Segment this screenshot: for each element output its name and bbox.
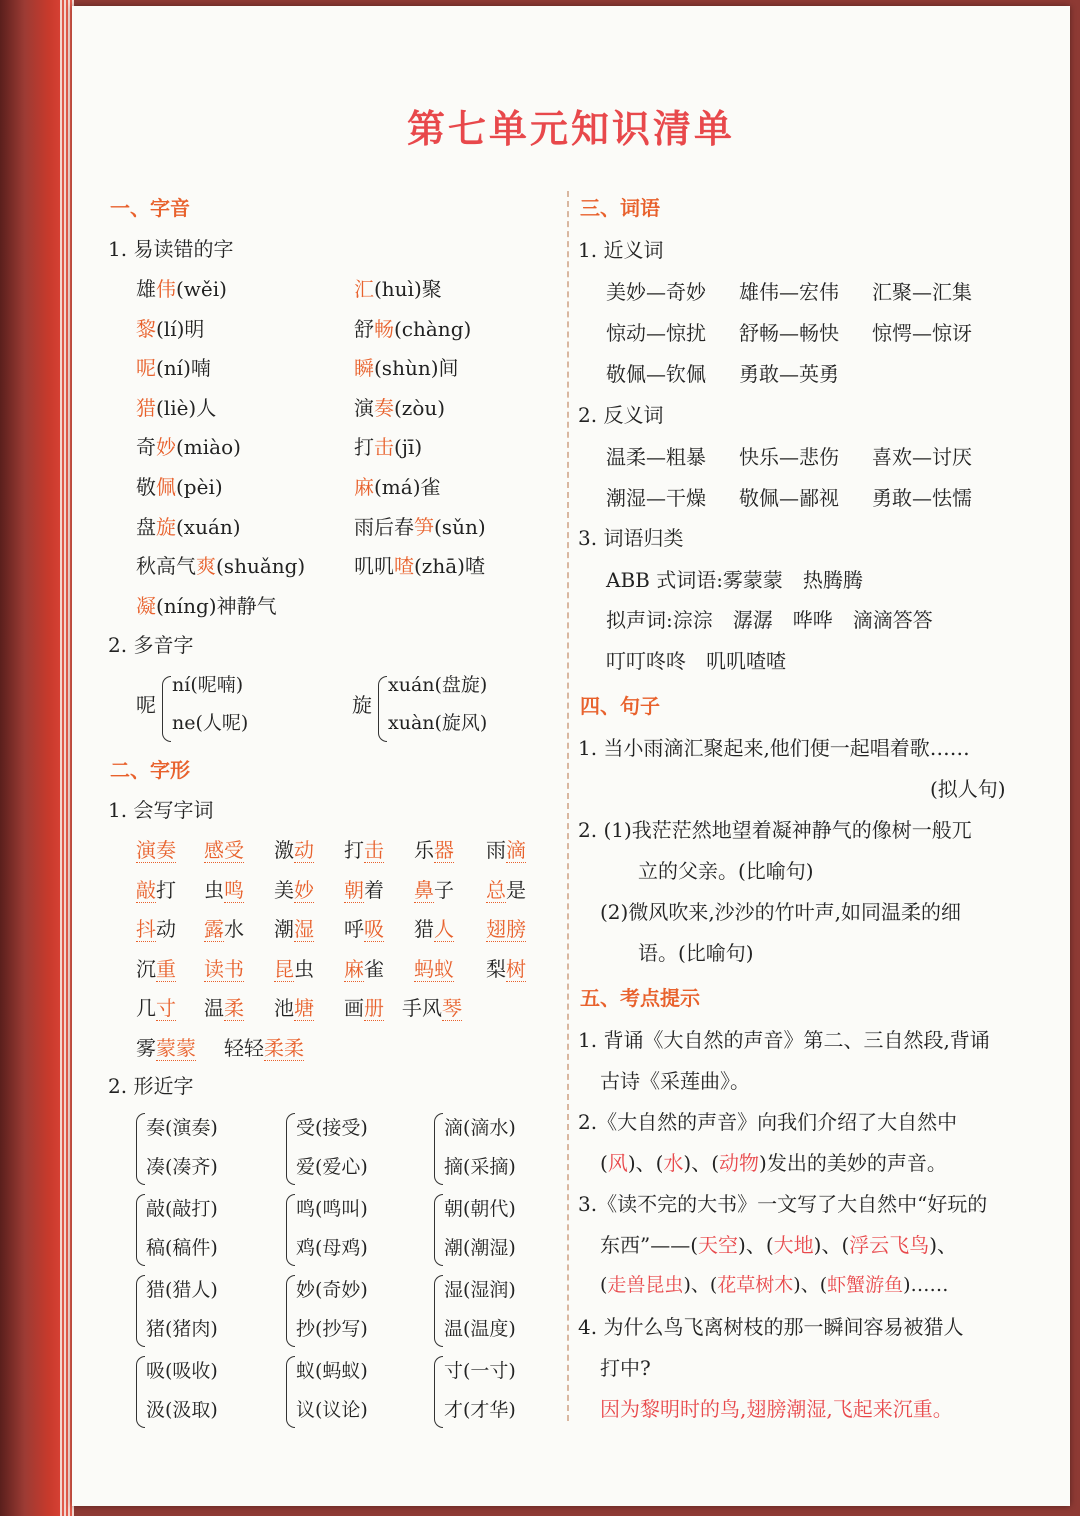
write-word: 打击 bbox=[344, 838, 384, 862]
word-pair: 快乐—悲伤 bbox=[739, 445, 839, 469]
section-1-sub1: 1. 易读错的字 bbox=[108, 237, 234, 261]
polyphone-reading: xuán(盘旋) bbox=[388, 674, 488, 696]
pron-item: 敬佩(pèi) bbox=[136, 475, 223, 499]
write-word: 麻雀 bbox=[344, 956, 384, 981]
similar-char: 猪(猪肉) bbox=[146, 1318, 218, 1340]
write-word: 读书 bbox=[204, 956, 244, 981]
similar-char: 蚁(蚂蚁) bbox=[296, 1360, 368, 1382]
section-3-sub3: 3. 词语归类 bbox=[578, 526, 684, 550]
write-word: 雨滴 bbox=[486, 838, 526, 862]
write-word: 鼻子 bbox=[414, 877, 454, 902]
polyphone-reading: xuàn(旋风) bbox=[388, 712, 488, 734]
similar-char: 吸(吸收) bbox=[146, 1360, 218, 1382]
write-word: 演奏 bbox=[136, 838, 176, 862]
write-word: 乐器 bbox=[414, 838, 454, 862]
pron-item: 叽叽喳(zhā)喳 bbox=[354, 554, 485, 579]
section-2-sub2: 2. 形近字 bbox=[108, 1074, 194, 1098]
similar-char: 湿(湿润) bbox=[444, 1279, 516, 1301]
write-word: 翅膀 bbox=[486, 917, 526, 942]
write-word: 沉重 bbox=[136, 956, 176, 981]
brace-icon bbox=[162, 676, 171, 742]
word-pair: 敬佩—钦佩 bbox=[606, 362, 706, 386]
write-word: 呼吸 bbox=[344, 917, 384, 942]
brace-icon bbox=[434, 1275, 443, 1347]
similar-char: 奏(演奏) bbox=[146, 1117, 218, 1139]
word-class-onomatopoeia: 拟声词:淙淙 潺潺 哗哗 滴滴答答 bbox=[606, 608, 933, 632]
section-5-heading: 五、考点提示 bbox=[580, 986, 700, 1010]
word-class-onomatopoeia-2: 叮叮咚咚 叽叽喳喳 bbox=[606, 649, 786, 673]
pron-item: 黎(lí)明 bbox=[136, 316, 205, 341]
pron-item: 盘旋(xuán) bbox=[136, 514, 241, 539]
write-word: 激动 bbox=[274, 838, 314, 862]
word-pair: 惊愕—惊讶 bbox=[872, 321, 972, 345]
write-word: 温柔 bbox=[204, 996, 244, 1021]
brace-icon bbox=[378, 676, 387, 742]
brace-icon bbox=[136, 1113, 145, 1185]
write-word: 总是 bbox=[486, 877, 526, 902]
pron-item: 瞬(shùn)间 bbox=[354, 356, 459, 381]
word-pair: 惊动—惊扰 bbox=[606, 321, 706, 345]
write-word: 池塘 bbox=[274, 996, 314, 1021]
pron-item: 雨后春笋(sǔn) bbox=[354, 514, 486, 539]
similar-char: 受(接受) bbox=[296, 1117, 368, 1139]
pron-item: 奇妙(miào) bbox=[136, 435, 241, 460]
write-word: 雾蒙蒙 bbox=[136, 1036, 196, 1060]
write-word: 昆虫 bbox=[274, 956, 314, 981]
point-4-answer: 因为黎明时的鸟,翅膀潮湿,飞起来沉重。 bbox=[600, 1397, 953, 1421]
similar-char: 摘(采摘) bbox=[444, 1156, 516, 1178]
polyphone-reading: ne(人呢) bbox=[172, 712, 249, 734]
sentence-3: (2)微风吹来,沙沙的竹叶声,如同温柔的细 bbox=[600, 900, 962, 924]
write-word: 画册 bbox=[344, 996, 384, 1021]
write-word: 敲打 bbox=[136, 877, 176, 902]
worksheet-page bbox=[72, 6, 1070, 1506]
pron-item: 猎(liè)人 bbox=[136, 395, 217, 420]
pron-item: 汇(huì)聚 bbox=[354, 277, 442, 301]
point-3: 3.《读不完的大书》一文写了大自然中“好玩的 bbox=[578, 1192, 988, 1216]
similar-char: 稿(稿件) bbox=[146, 1237, 218, 1259]
similar-char: 才(才华) bbox=[444, 1399, 516, 1421]
similar-char: 爱(爱心) bbox=[296, 1156, 368, 1178]
sentence-3-cont: 语。(比喻句) bbox=[638, 941, 754, 965]
point-3-answers-1: 东西”——(天空)、(大地)、(浮云飞鸟)、 bbox=[600, 1233, 958, 1257]
similar-char: 敲(敲打) bbox=[146, 1198, 218, 1220]
write-word: 潮湿 bbox=[274, 917, 314, 942]
write-word: 梨树 bbox=[486, 956, 526, 981]
point-1: 1. 背诵《大自然的声音》第二、三自然段,背诵 bbox=[578, 1028, 990, 1052]
point-2-answers: (风)、(水)、(动物)发出的美妙的声音。 bbox=[600, 1151, 947, 1175]
sentence-2: 2. (1)我茫茫然地望着凝神静气的像树一般兀 bbox=[578, 818, 972, 842]
polyphone-char: 呢 bbox=[136, 693, 156, 717]
similar-char: 汲(汲取) bbox=[146, 1399, 218, 1421]
brace-icon bbox=[136, 1194, 145, 1266]
similar-char: 妙(奇妙) bbox=[296, 1279, 368, 1301]
point-4-cont: 打中? bbox=[600, 1356, 651, 1380]
similar-char: 潮(潮湿) bbox=[444, 1237, 516, 1259]
write-word: 蚂蚁 bbox=[414, 956, 454, 981]
section-3-sub2: 2. 反义词 bbox=[578, 403, 664, 427]
pron-item: 呢(ní)喃 bbox=[136, 356, 211, 381]
similar-char: 鸡(母鸡) bbox=[296, 1237, 368, 1259]
word-pair: 敬佩—鄙视 bbox=[739, 486, 839, 510]
similar-char: 议(议论) bbox=[296, 1399, 368, 1421]
word-pair: 汇聚—汇集 bbox=[872, 280, 972, 304]
write-word: 抖动 bbox=[136, 917, 176, 942]
similar-char: 猎(猎人) bbox=[146, 1279, 218, 1301]
polyphone-reading: ní(呢喃) bbox=[172, 674, 244, 696]
brace-icon bbox=[286, 1194, 295, 1266]
similar-char: 抄(抄写) bbox=[296, 1318, 368, 1340]
point-4: 4. 为什么鸟飞离树枝的那一瞬间容易被猎人 bbox=[578, 1315, 964, 1339]
brace-icon bbox=[434, 1113, 443, 1185]
section-1-heading: 一、字音 bbox=[110, 196, 190, 220]
word-pair: 美妙—奇妙 bbox=[606, 280, 706, 304]
section-4-heading: 四、句子 bbox=[580, 694, 660, 718]
write-word: 朝着 bbox=[344, 877, 384, 902]
pron-item: 麻(má)雀 bbox=[354, 475, 441, 499]
section-3-heading: 三、词语 bbox=[580, 196, 660, 220]
sentence-2-cont: 立的父亲。(比喻句) bbox=[638, 859, 814, 883]
point-3-answers-2: (走兽昆虫)、(花草树木)、(虾蟹游鱼)…… bbox=[600, 1274, 949, 1296]
pron-item: 秋高气爽(shuǎng) bbox=[136, 554, 306, 579]
section-2-heading: 二、字形 bbox=[110, 758, 190, 782]
write-word: 感受 bbox=[204, 838, 244, 862]
pron-item: 雄伟(wěi) bbox=[136, 277, 227, 301]
word-pair: 喜欢—讨厌 bbox=[872, 445, 972, 469]
word-pair: 潮湿—干燥 bbox=[606, 486, 706, 510]
write-word: 美妙 bbox=[274, 877, 314, 902]
sentence-1: 1. 当小雨滴汇聚起来,他们便一起唱着歌…… bbox=[578, 736, 970, 760]
write-word: 轻轻柔柔 bbox=[224, 1036, 304, 1060]
section-2-sub1: 1. 会写字词 bbox=[108, 798, 214, 822]
pron-item: 打击(jī) bbox=[354, 435, 423, 460]
word-pair: 雄伟—宏伟 bbox=[739, 280, 839, 304]
brace-icon bbox=[286, 1113, 295, 1185]
write-word: 几寸 bbox=[136, 996, 176, 1021]
brace-icon bbox=[434, 1194, 443, 1266]
brace-icon bbox=[434, 1356, 443, 1428]
word-pair: 勇敢—怯懦 bbox=[872, 486, 972, 510]
brace-icon bbox=[286, 1275, 295, 1347]
similar-char: 寸(一寸) bbox=[444, 1360, 516, 1382]
pron-item: 演奏(zòu) bbox=[354, 395, 446, 420]
point-1-cont: 古诗《采莲曲》。 bbox=[600, 1069, 750, 1093]
point-2: 2.《大自然的声音》向我们介绍了大自然中 bbox=[578, 1110, 958, 1134]
pron-item: 凝(níng)神静气 bbox=[136, 593, 277, 618]
polyphone-char: 旋 bbox=[352, 693, 372, 717]
pron-item: 舒畅(chàng) bbox=[354, 316, 472, 341]
brace-icon bbox=[136, 1356, 145, 1428]
write-word: 猎人 bbox=[414, 917, 454, 942]
word-pair: 勇敢—英勇 bbox=[739, 362, 839, 386]
similar-char: 朝(朝代) bbox=[444, 1198, 516, 1220]
word-pair: 舒畅—畅快 bbox=[739, 321, 839, 345]
sentence-1-type: (拟人句) bbox=[930, 777, 1006, 801]
write-word: 虫鸣 bbox=[204, 877, 244, 902]
section-3-sub1: 1. 近义词 bbox=[578, 238, 664, 262]
write-word: 露水 bbox=[204, 917, 244, 942]
section-1-sub2: 2. 多音字 bbox=[108, 633, 194, 657]
word-pair: 温柔—粗暴 bbox=[606, 445, 706, 469]
brace-icon bbox=[136, 1275, 145, 1347]
similar-char: 滴(滴水) bbox=[444, 1117, 516, 1139]
page-title: 第七单元知识清单 bbox=[406, 107, 735, 151]
column-divider bbox=[567, 191, 569, 1421]
write-word: 手风琴 bbox=[402, 996, 462, 1021]
brace-icon bbox=[286, 1356, 295, 1428]
word-class-abb: ABB 式词语:雾蒙蒙 热腾腾 bbox=[606, 568, 863, 592]
similar-char: 温(温度) bbox=[444, 1318, 516, 1340]
similar-char: 鸣(鸣叫) bbox=[296, 1198, 368, 1220]
similar-char: 凑(凑齐) bbox=[146, 1156, 218, 1178]
